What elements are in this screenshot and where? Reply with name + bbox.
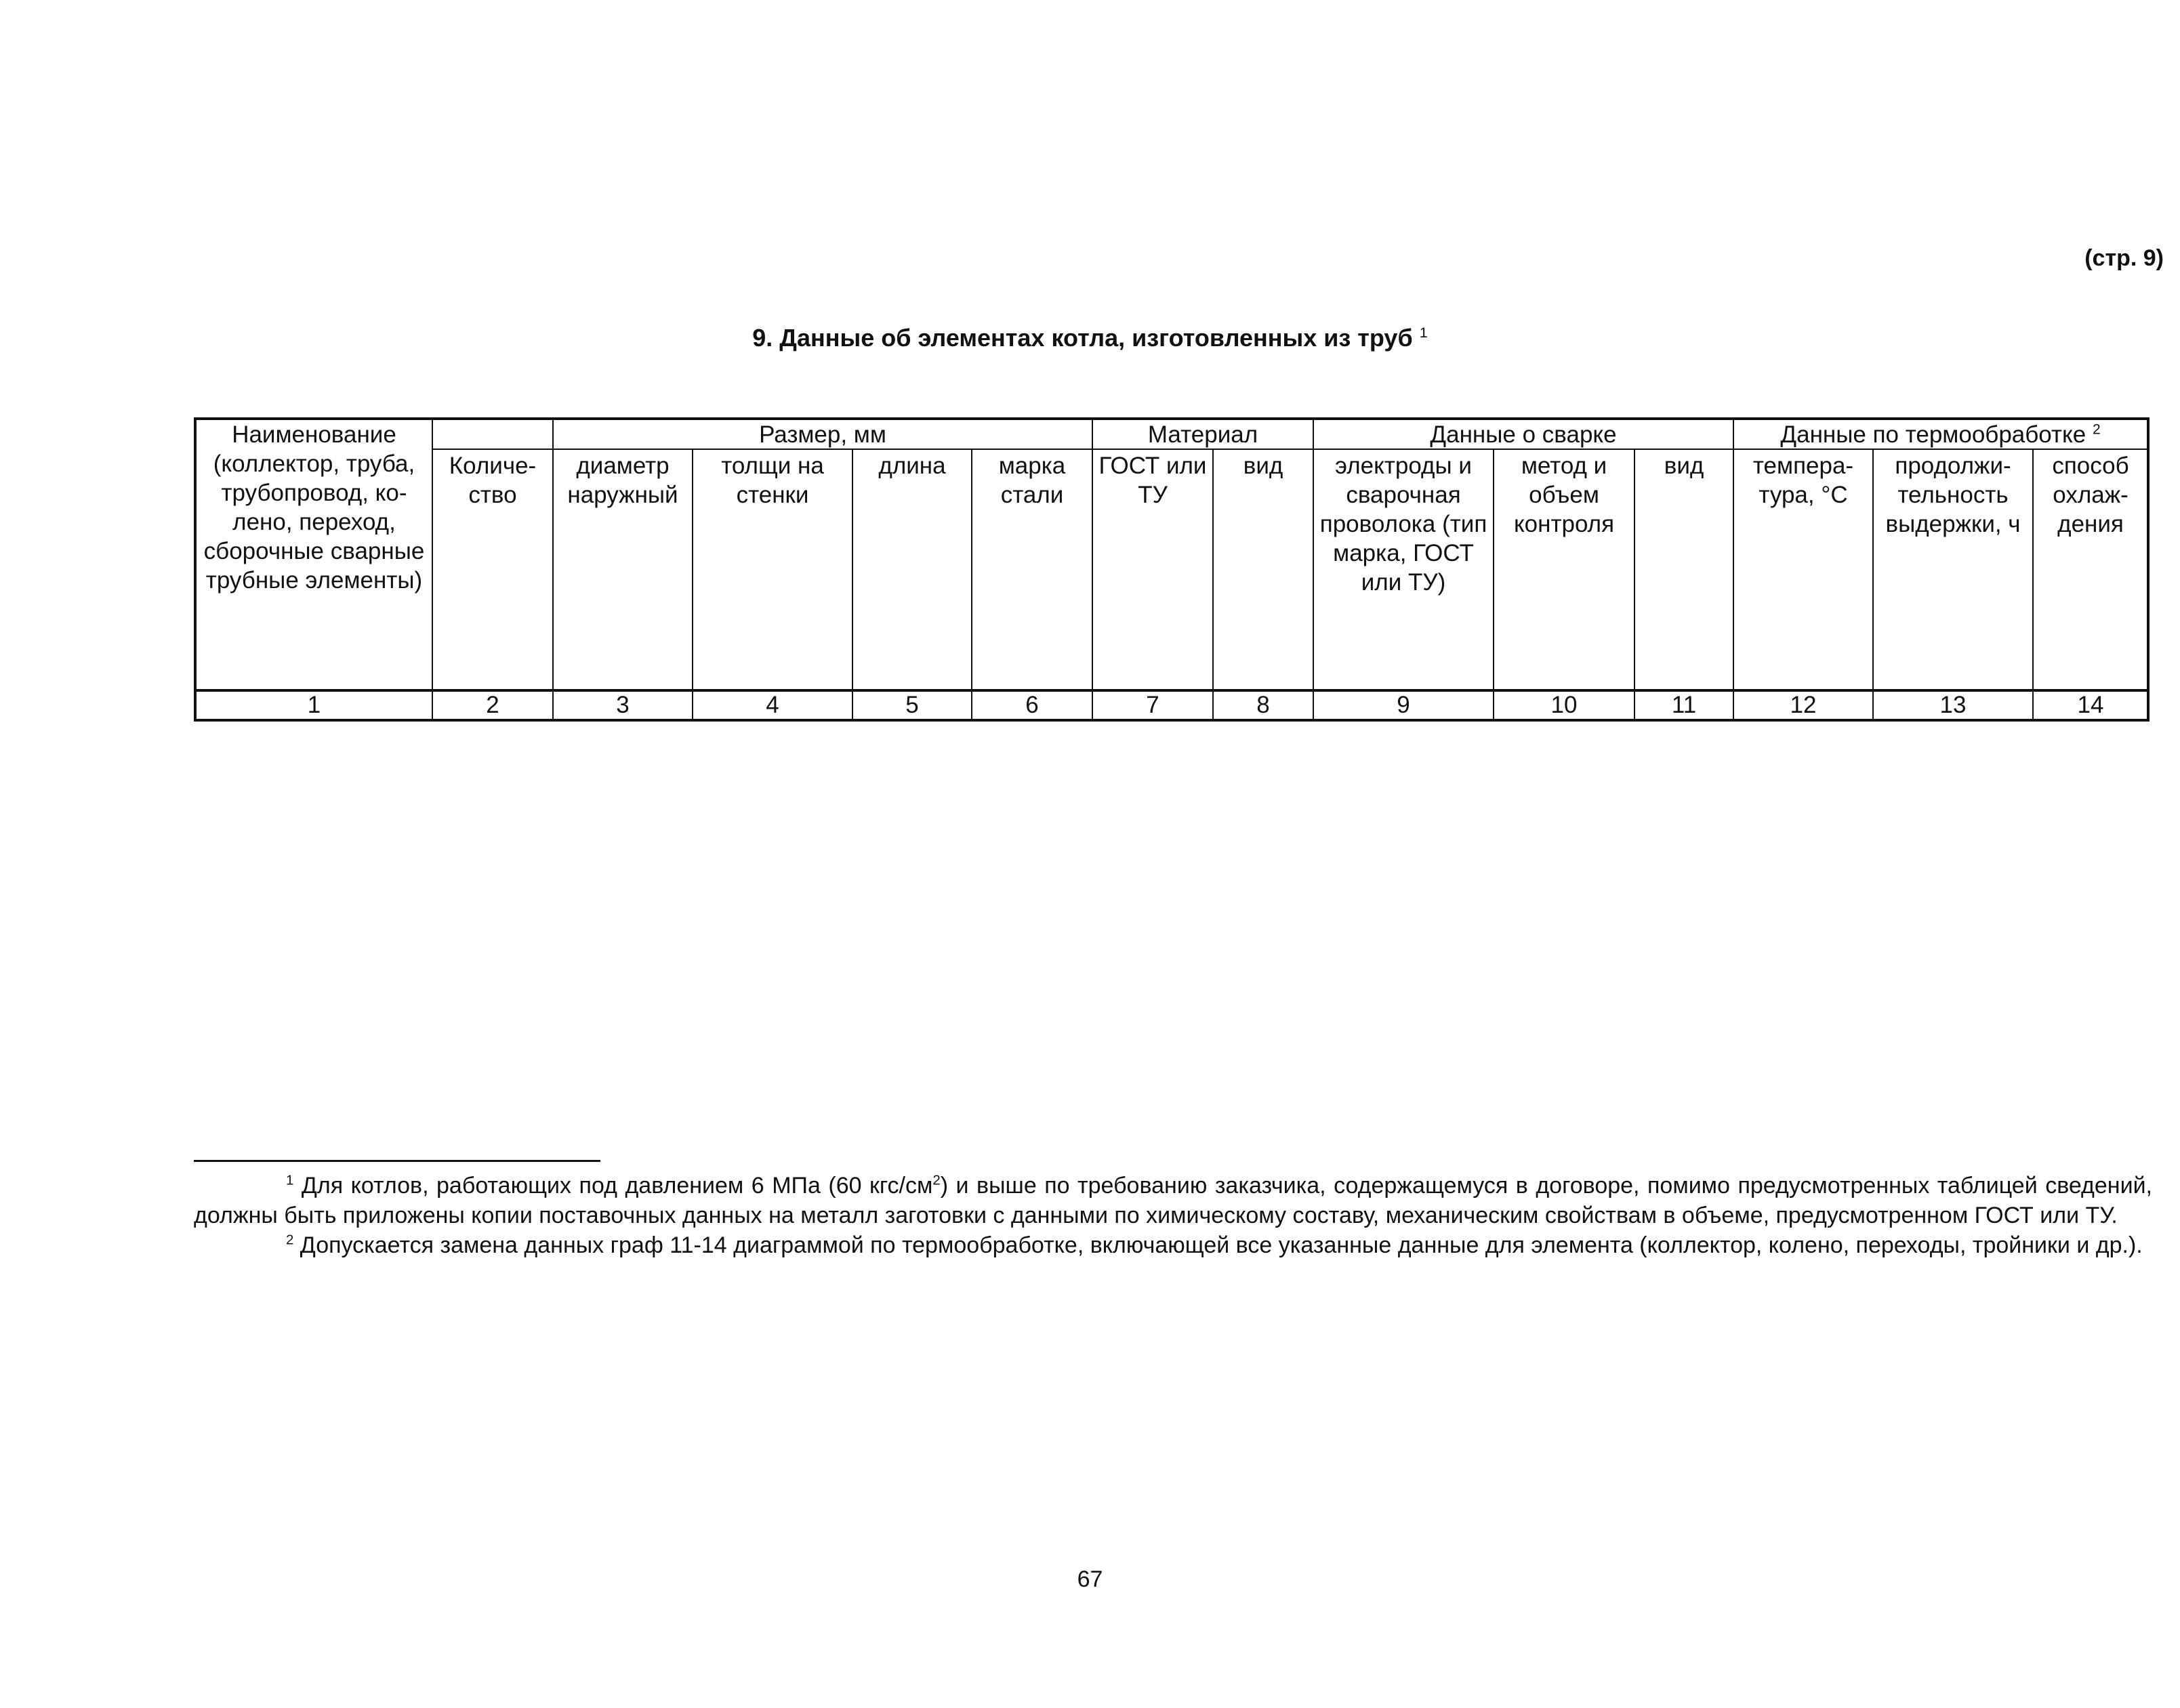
header-temperature: темпера-тура, °С (1733, 449, 1873, 690)
column-number: 4 (693, 690, 852, 720)
heat-treatment-footnote-mark: 2 (2092, 421, 2101, 438)
footnote-2 (194, 1230, 2152, 1260)
group-header-welding: Данные о сварке (1313, 419, 1733, 449)
boiler-tube-elements-table (194, 417, 2150, 722)
header-wall-thickness: толщи на стенки (693, 449, 852, 690)
footnote-divider (194, 1160, 600, 1162)
header-electrodes: электроды и сварочная проволока (тип марка, ГОСТ или ТУ) (1313, 449, 1494, 690)
group-header-heat-treatment (1733, 419, 2148, 449)
column-number: 13 (1873, 690, 2033, 720)
footnote-1 (194, 1171, 2152, 1230)
column-number: 12 (1733, 690, 1873, 720)
column-number: 7 (1092, 690, 1213, 720)
header-quantity: Количе-ство (432, 449, 553, 690)
column-number: 1 (195, 690, 432, 720)
footnote-1-superscript: 2 (932, 1173, 941, 1188)
footnotes (194, 1171, 2152, 1260)
column-number: 6 (972, 690, 1092, 720)
header-length: длина (852, 449, 972, 690)
header-steel-grade: марка стали (972, 449, 1092, 690)
column-number: 5 (852, 690, 972, 720)
footnote-1-mark: 1 (286, 1173, 294, 1188)
header-control-method: метод и объем контроля (1494, 449, 1634, 690)
column-number: 11 (1634, 690, 1733, 720)
column-number: 14 (2033, 690, 2148, 720)
group-header-size: Размер, мм (553, 419, 1092, 449)
header-material-gost: ГОСТ или ТУ (1092, 449, 1213, 690)
footnote-1-text-end: ) и выше по требованию заказчика, содержащемуся в договоре, помимо предусмотренных таблицей сведений, должны быть приложены копии поставочных данных на металл заготовки с данными по химическому составу, механическим свойствам в объеме, предусмотренном ГОСТ или ТУ. (194, 1173, 2153, 1228)
column-number: 3 (553, 690, 693, 720)
column-number: 2 (432, 690, 553, 720)
group-header-material: Материал (1092, 419, 1313, 449)
group-header-heat-treatment-label: Данные по термообработке (1780, 421, 2086, 448)
footnote-1-text-start: Для котлов, работающих под давлением 6 МПа (60 кгс/см (301, 1173, 933, 1199)
section-title-text: 9. Данные об элементах котла, изготовленных из труб (752, 324, 1413, 352)
section-title (0, 324, 2180, 352)
page-reference: (стр. 9) (2084, 245, 2164, 271)
header-quantity-top (432, 419, 553, 449)
header-duration: продолжи-тельность выдержки, ч (1873, 449, 2033, 690)
footnote-2-text: Допускается замена данных граф 11-14 диаграммой по термообработке, включающей все указанные данные для элемента (коллектор, колено, переходы, тройники и др.). (300, 1232, 2143, 1258)
header-heat-type: вид (1634, 449, 1733, 690)
title-footnote-mark: 1 (1419, 324, 1428, 341)
header-name: Наименование (коллектор, труба, трубопровод, ко-лено, переход, сборочные сварные трубные элементы) (195, 419, 432, 690)
header-cooling: способ охлаж-дения (2033, 449, 2148, 690)
page-number: 67 (1077, 1566, 1103, 1592)
footnote-2-mark: 2 (286, 1232, 294, 1248)
header-outer-diameter: диаметр наружный (553, 449, 693, 690)
column-number: 9 (1313, 690, 1494, 720)
header-weld-type: вид (1213, 449, 1313, 690)
column-number: 10 (1494, 690, 1634, 720)
column-number: 8 (1213, 690, 1313, 720)
